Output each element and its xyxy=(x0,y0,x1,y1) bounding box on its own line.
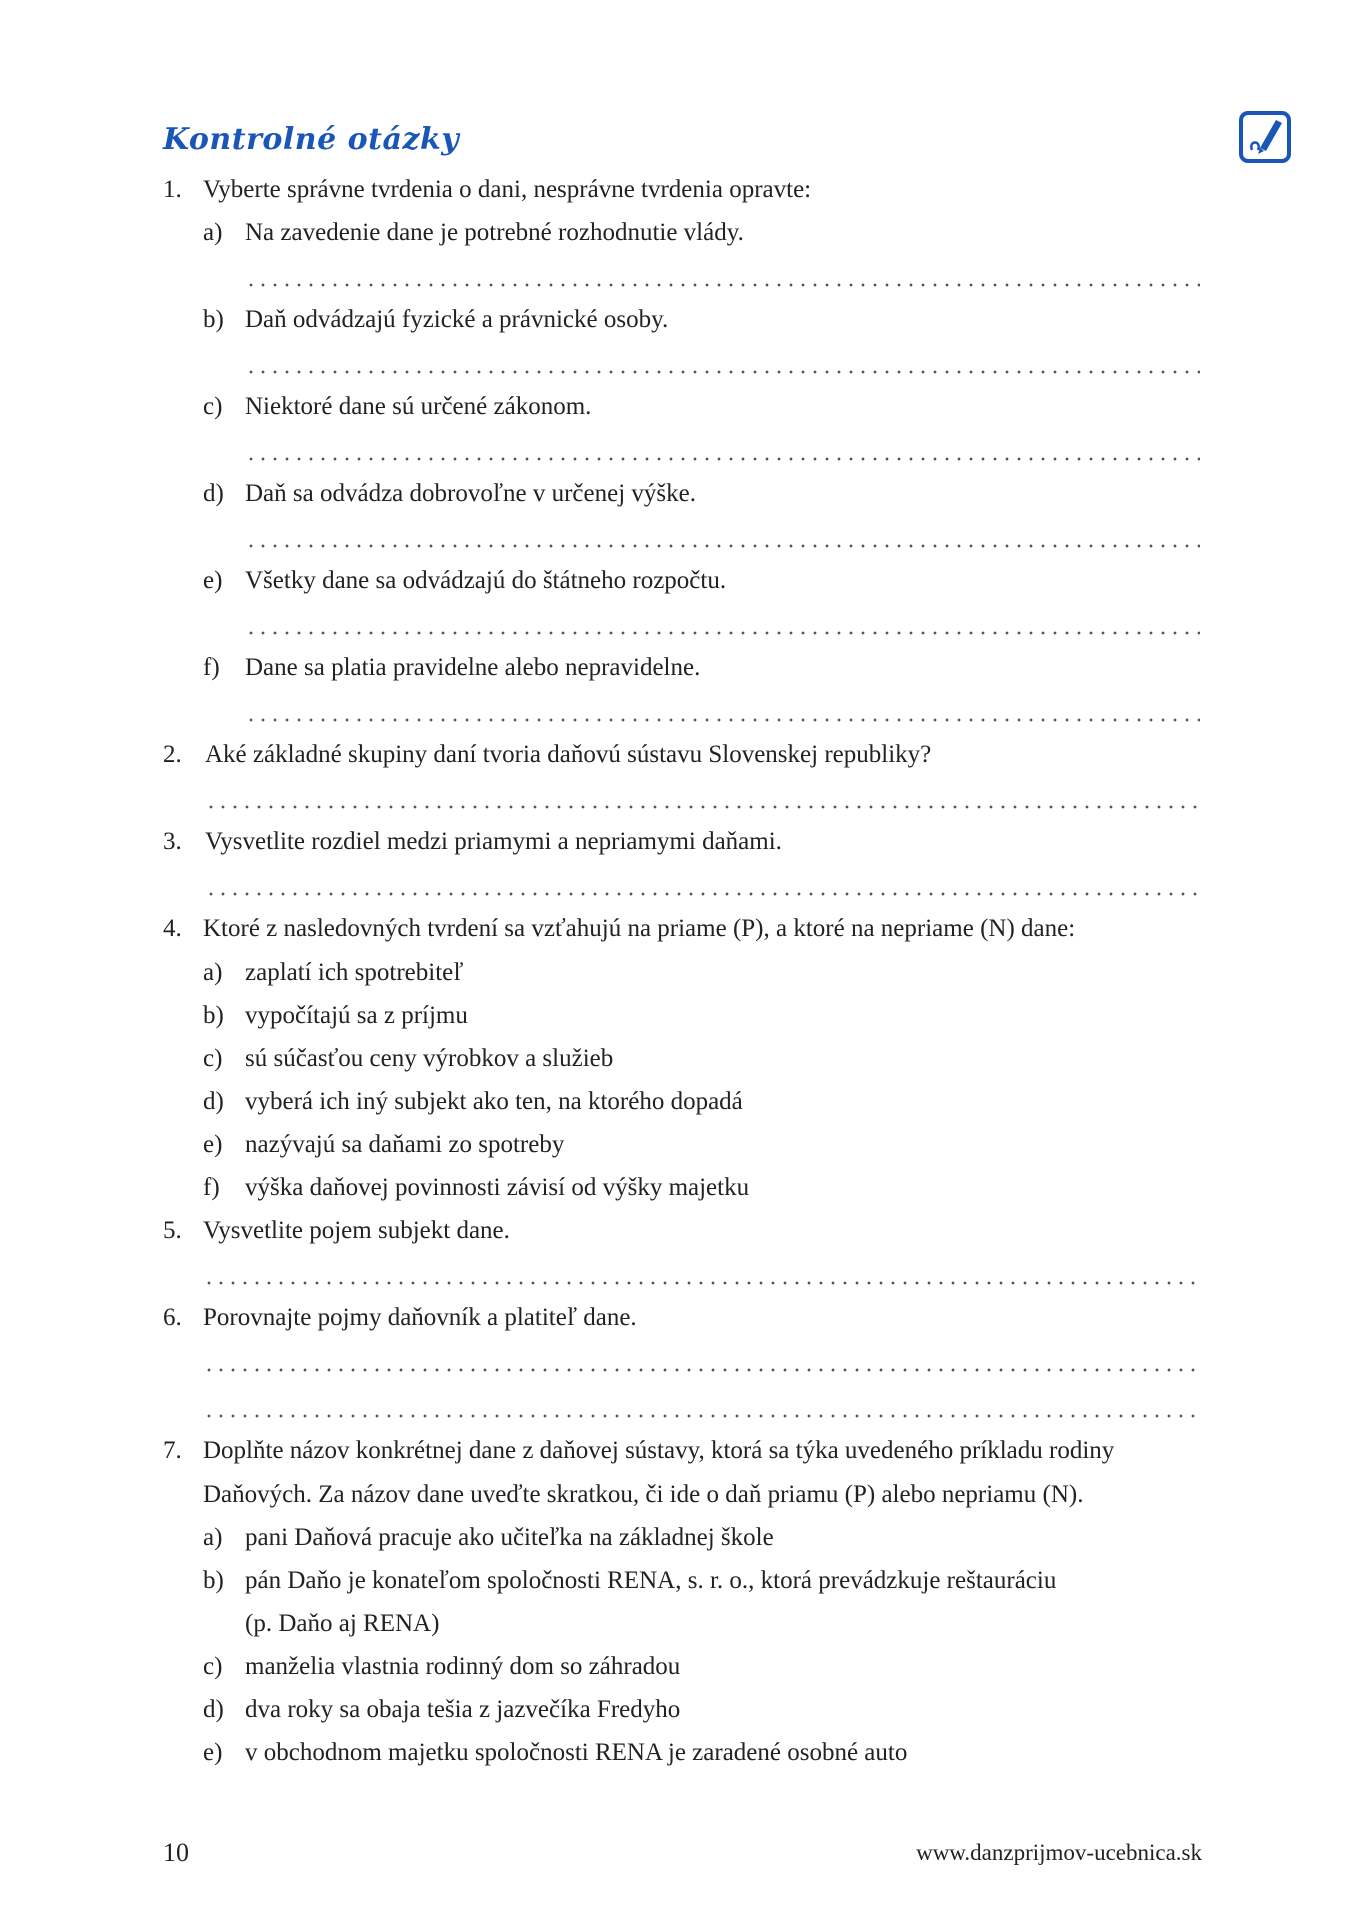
section-title: Kontrolné otázky xyxy=(163,122,460,157)
answer-line[interactable] xyxy=(245,283,1200,287)
item-text: Daň sa odvádza dobrovoľne v určenej výške. xyxy=(245,480,696,507)
item-text: pani Daňová pracuje ako učiteľka na základnej škole xyxy=(245,1524,774,1551)
item-label: d) xyxy=(203,1696,224,1723)
item-label: b) xyxy=(203,1567,224,1594)
item-text: výška daňovej povinnosti závisí od výšky majetku xyxy=(245,1174,750,1201)
item-text: Všetky dane sa odvádzajú do štátneho rozpočtu. xyxy=(245,567,727,594)
item-label: a) xyxy=(203,219,223,246)
item-label: d) xyxy=(203,1088,224,1115)
question-text: Doplňte názov konkrétnej dane z daňovej sústavy, ktorá sa týka uvedeného príkladu rodiny xyxy=(203,1437,1115,1464)
question-text: Aké základné skupiny daní tvoria daňovú sústavu Slovenskej republiky? xyxy=(205,741,932,768)
item-text: pán Daňo je konateľom spoločnosti RENA, s. r. o., ktorá prevádzkuje reštauráciu xyxy=(245,1567,1057,1594)
item-text: Daň odvádzajú fyzické a právnické osoby. xyxy=(245,306,669,333)
item-text: manželia vlastnia rodinný dom so záhradou xyxy=(245,1653,681,1680)
question-text: Porovnajte pojmy daňovník a platiteľ dane. xyxy=(203,1304,637,1331)
item-text: nazývajú sa daňami zo spotreby xyxy=(245,1131,565,1158)
question-number: 3. xyxy=(163,828,182,855)
answer-line[interactable] xyxy=(205,805,1200,809)
answer-line[interactable] xyxy=(245,631,1200,635)
item-text: zaplatí ich spotrebiteľ xyxy=(245,959,464,986)
answer-line[interactable] xyxy=(245,370,1200,374)
question-text: Vysvetlite pojem subjekt dane. xyxy=(203,1217,510,1244)
item-label: f) xyxy=(203,1174,220,1201)
question-number: 6. xyxy=(163,1304,182,1331)
item-label: c) xyxy=(203,1653,223,1680)
item-label: e) xyxy=(203,567,223,594)
footer-url: www.danzprijmov-ucebnica.sk xyxy=(916,1840,1202,1865)
question-number: 2. xyxy=(163,741,182,768)
item-label: b) xyxy=(203,1002,224,1029)
item-text: sú súčasťou ceny výrobkov a služieb xyxy=(245,1045,614,1072)
answer-line[interactable] xyxy=(203,1368,1200,1372)
question-number: 5. xyxy=(163,1217,182,1244)
item-text: v obchodnom majetku spoločnosti RENA je zaradené osobné auto xyxy=(245,1739,908,1766)
question-text: Vysvetlite rozdiel medzi priamymi a nepriamymi daňami. xyxy=(205,828,782,855)
item-label: c) xyxy=(203,1045,223,1072)
answer-line[interactable] xyxy=(205,892,1200,896)
item-text: Na zavedenie dane je potrebné rozhodnutie vlády. xyxy=(245,219,744,246)
question-number: 7. xyxy=(163,1437,182,1464)
item-text: dva roky sa obaja tešia z jazvečíka Fredyho xyxy=(245,1696,681,1723)
question-text: Ktoré z nasledovných tvrdení sa vzťahujú na priame (P), a ktoré na nepriame (N) dane: xyxy=(203,915,1076,942)
page-number: 10 xyxy=(163,1838,189,1867)
item-label: b) xyxy=(203,306,224,333)
item-label: d) xyxy=(203,480,224,507)
item-label: f) xyxy=(203,654,220,681)
item-text: Dane sa platia pravidelne alebo nepravidelne. xyxy=(245,654,701,681)
item-label: a) xyxy=(203,959,223,986)
answer-line[interactable] xyxy=(203,1414,1200,1418)
item-text: Niektoré dane sú určené zákonom. xyxy=(245,393,592,420)
question-text: Vyberte správne tvrdenia o dani, nesprávne tvrdenia opravte: xyxy=(203,176,812,203)
item-label: e) xyxy=(203,1131,223,1158)
item-label: c) xyxy=(203,393,223,420)
question-number: 1. xyxy=(163,176,182,203)
question-number: 4. xyxy=(163,915,182,942)
question-text: Daňových. Za názov dane uveďte skratkou, či ide o daň priamu (P) alebo nepriamu (N). xyxy=(203,1481,1084,1508)
answer-line[interactable] xyxy=(203,1281,1200,1285)
item-text: (p. Daňo aj RENA) xyxy=(245,1610,440,1637)
answer-line[interactable] xyxy=(245,457,1200,461)
item-label: a) xyxy=(203,1524,223,1551)
answer-line[interactable] xyxy=(245,718,1200,722)
item-label: e) xyxy=(203,1739,223,1766)
item-text: vyberá ich iný subjekt ako ten, na ktorého dopadá xyxy=(245,1088,743,1115)
answer-line[interactable] xyxy=(245,544,1200,548)
item-text: vypočítajú sa z príjmu xyxy=(245,1002,468,1029)
pen-writing-icon xyxy=(1238,110,1292,164)
